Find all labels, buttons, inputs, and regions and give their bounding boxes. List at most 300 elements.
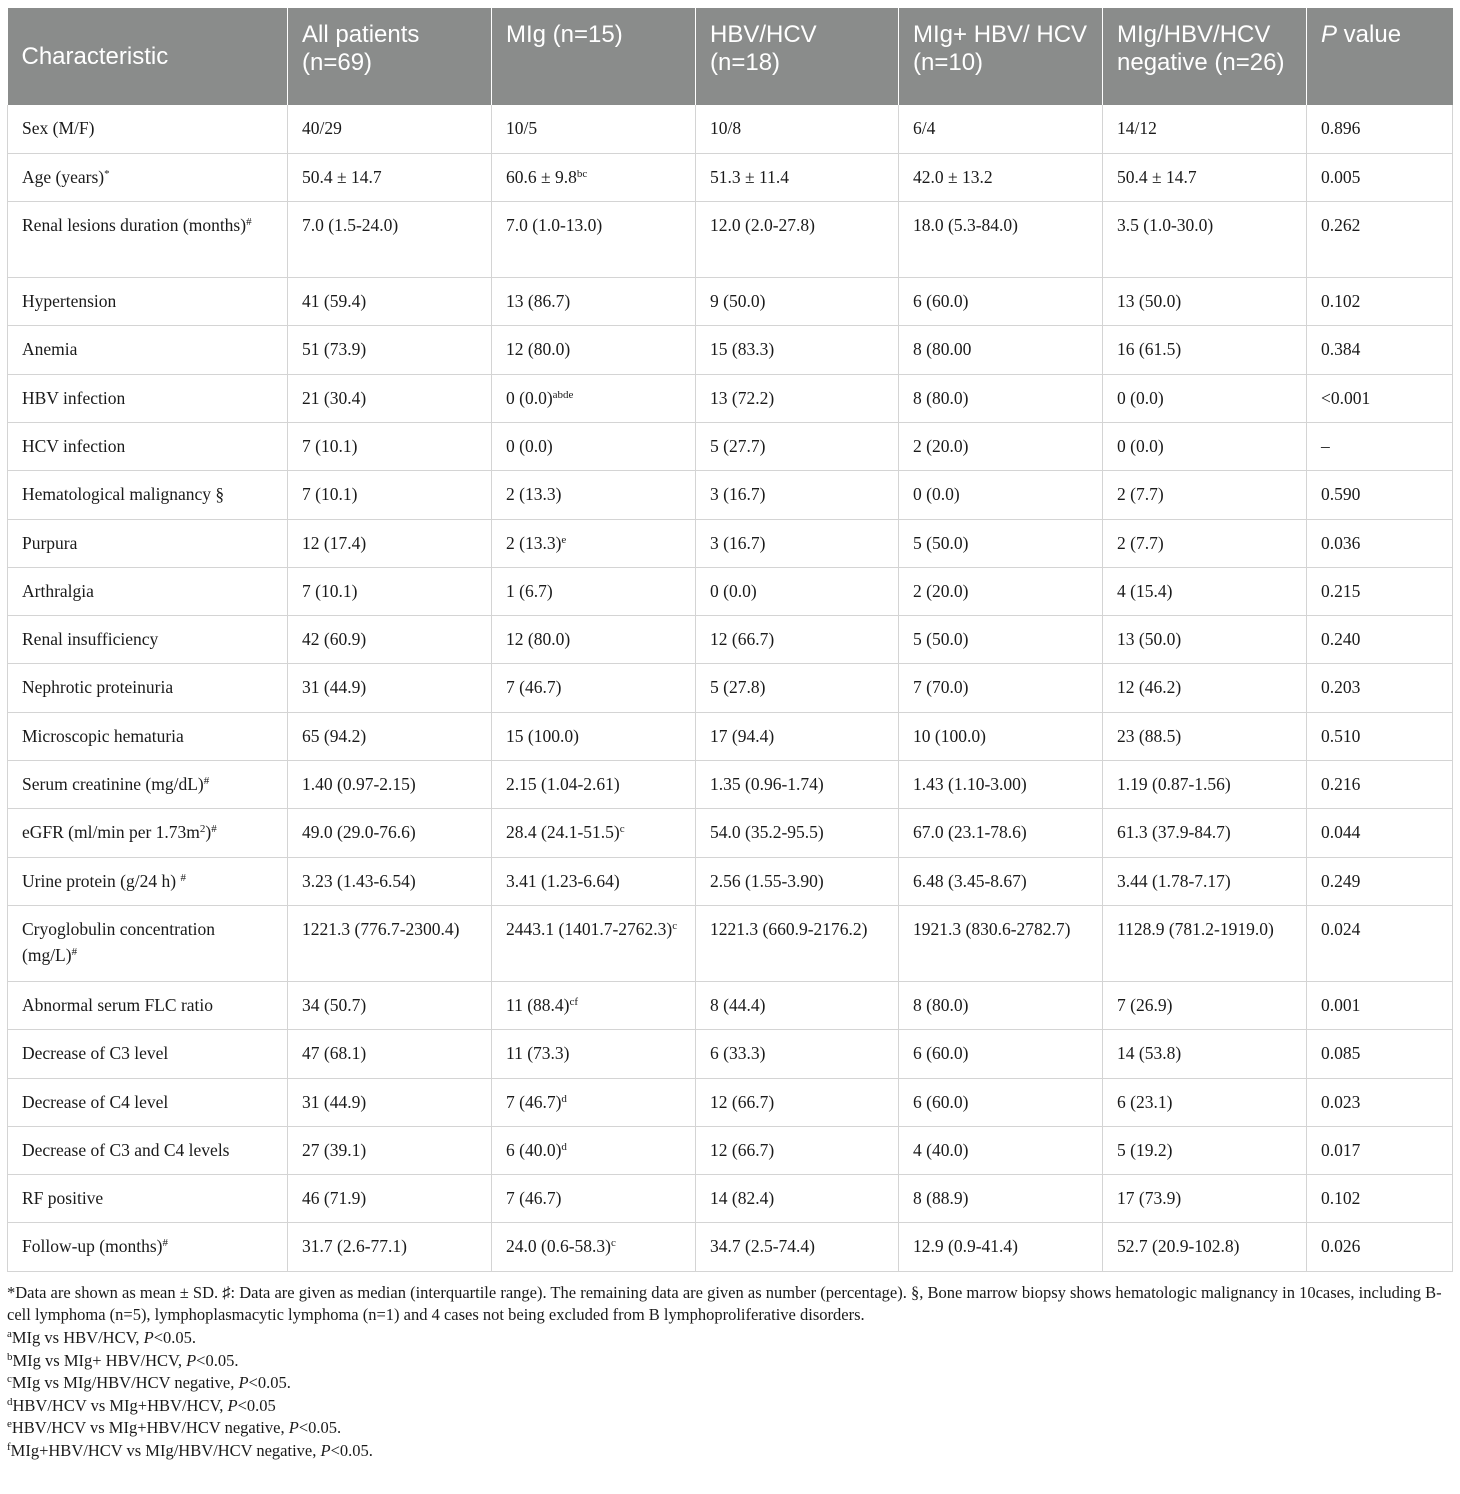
- cell-c2: [492, 1030, 696, 1078]
- cell-value: 6 (60.0): [913, 1043, 969, 1064]
- footnote-mark: a: [7, 1327, 12, 1340]
- footnote-tail: <0.05.: [298, 1418, 342, 1438]
- cell-value: 0.249: [1321, 870, 1361, 891]
- row-label: [8, 664, 288, 712]
- cell-value: 8 (88.9): [913, 1188, 969, 1209]
- row-label-mark: #: [246, 216, 252, 229]
- cell-mark: e: [561, 533, 567, 546]
- cell-value: <0.001: [1321, 387, 1371, 408]
- table-row: [8, 422, 1453, 470]
- cell-p: [1307, 981, 1453, 1029]
- cell-value: 6 (60.0): [913, 1091, 969, 1112]
- cell-value: 12 (66.7): [710, 1091, 775, 1112]
- cell-p: [1307, 1126, 1453, 1174]
- cell-c4: [899, 712, 1103, 760]
- row-label: [8, 153, 288, 201]
- cell-mark: c: [619, 823, 625, 836]
- cell-value: 4 (40.0): [913, 1139, 969, 1160]
- cell-value: 50.4 ± 14.7: [302, 166, 382, 187]
- cell-value: 51.3 ± 11.4: [710, 166, 789, 187]
- cell-p: [1307, 712, 1453, 760]
- document: [7, 8, 1452, 1462]
- row-label: [8, 202, 288, 278]
- cell-c1: [288, 809, 492, 857]
- cell-value: 47 (68.1): [302, 1043, 367, 1064]
- row-label-text: Abnormal serum FLC ratio: [22, 994, 214, 1015]
- table-row: [8, 567, 1453, 615]
- row-label-mark: #: [203, 775, 210, 788]
- cell-p: [1307, 326, 1453, 374]
- cell-c5: [1103, 567, 1307, 615]
- cell-c4: [899, 809, 1103, 857]
- footnote-text: MIg vs HBV/HCV,: [11, 1327, 144, 1347]
- cell-value: 2443.1 (1401.7-2762.3): [506, 918, 673, 939]
- table-row: [8, 1078, 1453, 1126]
- cell-value: 7 (46.7): [506, 677, 562, 698]
- row-label-text: HCV infection: [22, 435, 126, 456]
- cell-value: 0.044: [1321, 822, 1361, 843]
- cell-c1: [288, 374, 492, 422]
- cell-p: [1307, 202, 1453, 278]
- cell-value: 0.102: [1321, 291, 1361, 312]
- cell-c4: [899, 857, 1103, 905]
- footnote-item: [7, 1440, 1452, 1463]
- cell-c4: [899, 761, 1103, 809]
- cell-c4: [899, 202, 1103, 278]
- cell-c5: [1103, 105, 1307, 153]
- cell-c5: [1103, 616, 1307, 664]
- cell-value: 50.4 ± 14.7: [1117, 166, 1197, 187]
- footnote-text: HBV/HCV vs MIg+HBV/HCV negative,: [11, 1418, 289, 1438]
- row-label: [8, 1223, 288, 1271]
- cell-c4: [899, 153, 1103, 201]
- table-row: [8, 857, 1453, 905]
- footnote-p: P: [227, 1395, 238, 1415]
- cell-value: 8 (80.0): [913, 994, 969, 1015]
- cell-p: [1307, 1223, 1453, 1271]
- cell-value: 3 (16.7): [710, 484, 766, 505]
- footnote-mark: d: [7, 1395, 13, 1408]
- cell-c2: [492, 422, 696, 470]
- cell-c4: [899, 567, 1103, 615]
- row-label: [8, 567, 288, 615]
- cell-value: 0.510: [1321, 725, 1361, 746]
- cell-p: [1307, 809, 1453, 857]
- cell-value: 7 (46.7): [506, 1091, 562, 1112]
- cell-value: 11 (88.4): [506, 994, 570, 1015]
- cell-p: [1307, 374, 1453, 422]
- cell-value: 0.262: [1321, 215, 1361, 236]
- row-label-text: Urine protein (g/24 h): [22, 870, 181, 891]
- cell-c1: [288, 664, 492, 712]
- cell-value: 15 (83.3): [710, 339, 775, 360]
- cell-value: 31.7 (2.6-77.1): [302, 1236, 407, 1257]
- cell-value: 7.0 (1.5-24.0): [302, 215, 399, 236]
- cell-value: 5 (27.7): [710, 435, 766, 456]
- cell-c3: [696, 422, 899, 470]
- row-label-text: Decrease of C3 and C4 levels: [22, 1139, 230, 1160]
- cell-value: 0.896: [1321, 118, 1361, 138]
- cell-value: 14 (53.8): [1117, 1043, 1182, 1064]
- row-label-text: Decrease of C3 level: [22, 1043, 169, 1064]
- table-row: [8, 1030, 1453, 1078]
- cell-value: 1921.3 (830.6-2782.7): [913, 918, 1071, 939]
- cell-c1: [288, 567, 492, 615]
- cell-value: 41 (59.4): [302, 291, 367, 312]
- cell-value: 24.0 (0.6-58.3): [506, 1236, 611, 1257]
- cell-c5: [1103, 905, 1307, 981]
- cell-c1: [288, 422, 492, 470]
- cell-c3: [696, 1126, 899, 1174]
- cell-value: 42.0 ± 13.2: [913, 166, 993, 187]
- cell-value: 7 (10.1): [302, 484, 358, 505]
- cell-value: 7 (46.7): [506, 1188, 562, 1209]
- cell-p: [1307, 616, 1453, 664]
- cell-c4: [899, 905, 1103, 981]
- cell-value: 52.7 (20.9-102.8): [1117, 1236, 1240, 1257]
- row-label: [8, 1175, 288, 1223]
- cell-c2: [492, 1223, 696, 1271]
- cell-value: 2 (13.3): [506, 484, 562, 505]
- footnote-main: *Data are shown as mean ± SD. ♯: Data are given as median (interquartile range). The remaining data are given as number (percentage). §, Bone marrow biopsy shows hematologic malignancy in 10cases, including B-cell lymphoma (n=5), lymphoplasmacytic lymphoma (n=1) and 4 cases not being excluded from B lymphoproliferative disorders.: [7, 1282, 1442, 1325]
- cell-value: 0.215: [1321, 580, 1361, 601]
- cell-value: 0 (0.0): [1117, 387, 1164, 408]
- cell-c3: [696, 616, 899, 664]
- cell-value: 46 (71.9): [302, 1188, 367, 1209]
- cell-p: [1307, 105, 1453, 153]
- footnote-mark: b: [7, 1350, 13, 1363]
- footnote-tail: <0.05.: [196, 1350, 239, 1370]
- row-label-text: Cryoglobulin concentration (mg/L): [22, 918, 215, 965]
- cell-value: 49.0 (29.0-76.6): [302, 822, 416, 843]
- cell-c2: [492, 809, 696, 857]
- cell-c1: [288, 1126, 492, 1174]
- cell-value: 6 (23.1): [1117, 1091, 1173, 1112]
- cell-value: 3.44 (1.78-7.17): [1117, 870, 1231, 891]
- cell-c4: [899, 616, 1103, 664]
- row-label-text: Follow-up (months): [22, 1236, 163, 1257]
- cell-value: 12 (80.0): [506, 629, 571, 650]
- cell-value: 54.0 (35.2-95.5): [710, 822, 824, 843]
- row-label-text: HBV infection: [22, 387, 126, 408]
- cell-c5: [1103, 471, 1307, 519]
- cell-value: 0 (0.0): [710, 580, 757, 601]
- table-row: [8, 712, 1453, 760]
- cell-c2: [492, 567, 696, 615]
- cell-value: 6 (40.0): [506, 1139, 562, 1160]
- row-label-text: RF positive: [22, 1188, 104, 1209]
- cell-c4: [899, 105, 1103, 153]
- row-label-text: Decrease of C4 level: [22, 1091, 169, 1112]
- cell-value: 15 (100.0): [506, 725, 579, 746]
- cell-value: 61.3 (37.9-84.7): [1117, 822, 1231, 843]
- header-negative: MIg/HBV/HCV negative (n=26): [1103, 8, 1307, 105]
- cell-c3: [696, 981, 899, 1029]
- cell-value: 0.036: [1321, 532, 1361, 553]
- cell-value: 60.6 ± 9.8: [506, 166, 577, 187]
- cell-value: 40/29: [302, 118, 342, 138]
- cell-c1: [288, 712, 492, 760]
- cell-p: [1307, 153, 1453, 201]
- cell-c4: [899, 374, 1103, 422]
- row-label-text: Anemia: [22, 339, 78, 360]
- cell-p: [1307, 471, 1453, 519]
- row-label: [8, 981, 288, 1029]
- cell-c4: [899, 1223, 1103, 1271]
- cell-value: 1221.3 (660.9-2176.2): [710, 918, 868, 939]
- cell-c4: [899, 422, 1103, 470]
- row-label-mark: #: [162, 1237, 168, 1250]
- footnote-p: P: [288, 1418, 299, 1438]
- cell-p: [1307, 278, 1453, 326]
- cell-c3: [696, 326, 899, 374]
- cell-p: [1307, 905, 1453, 981]
- cell-value: 14/12: [1117, 118, 1157, 138]
- cell-value: 3.5 (1.0-30.0): [1117, 215, 1214, 236]
- cell-value: 10/8: [710, 118, 742, 138]
- cell-c3: [696, 471, 899, 519]
- cell-c1: [288, 153, 492, 201]
- table-header: [8, 8, 1453, 105]
- cell-c4: [899, 519, 1103, 567]
- header-p-italic: P: [1321, 21, 1338, 48]
- characteristics-table: [7, 8, 1453, 1272]
- footnote-tail: <0.05: [237, 1395, 276, 1415]
- cell-c2: [492, 905, 696, 981]
- cell-c3: [696, 1078, 899, 1126]
- cell-value: 8 (80.0): [913, 387, 969, 408]
- cell-value: 0.017: [1321, 1139, 1361, 1160]
- cell-value: 0.216: [1321, 774, 1361, 795]
- row-label-mark: *: [104, 167, 110, 180]
- cell-c2: [492, 326, 696, 374]
- cell-value: 0.005: [1321, 166, 1361, 187]
- cell-value: 0 (0.0): [1117, 435, 1164, 456]
- cell-c5: [1103, 326, 1307, 374]
- table-row: [8, 981, 1453, 1029]
- table-footnotes: [7, 1282, 1452, 1463]
- cell-value: 0.001: [1321, 994, 1361, 1015]
- cell-value: 27 (39.1): [302, 1139, 367, 1160]
- cell-c2: [492, 664, 696, 712]
- cell-value: 0 (0.0): [506, 435, 553, 456]
- row-label-text: eGFR (ml/min per 1.73m: [22, 822, 200, 843]
- cell-value: 17 (73.9): [1117, 1188, 1182, 1209]
- table-row: [8, 809, 1453, 857]
- footnote-mark: e: [7, 1418, 12, 1431]
- footnote-text: MIg+HBV/HCV vs MIg/HBV/HCV negative,: [10, 1440, 321, 1460]
- table-row: [8, 105, 1453, 153]
- cell-c4: [899, 278, 1103, 326]
- footnote-tail: <0.05.: [330, 1440, 373, 1460]
- cell-c3: [696, 153, 899, 201]
- cell-p: [1307, 567, 1453, 615]
- cell-c5: [1103, 153, 1307, 201]
- cell-c5: [1103, 1030, 1307, 1078]
- row-label: [8, 326, 288, 374]
- header-mig: MIg (n=15): [492, 8, 696, 105]
- cell-c3: [696, 712, 899, 760]
- row-label: [8, 761, 288, 809]
- cell-value: 1.35 (0.96-1.74): [710, 774, 824, 795]
- table-row: [8, 202, 1453, 278]
- cell-mark: d: [561, 1140, 567, 1153]
- cell-value: 0 (0.0): [913, 484, 960, 505]
- cell-c1: [288, 857, 492, 905]
- cell-c2: [492, 1175, 696, 1223]
- footnote-list: [7, 1327, 1452, 1463]
- cell-mark: c: [672, 919, 678, 932]
- cell-value: 0.590: [1321, 484, 1361, 505]
- cell-c3: [696, 519, 899, 567]
- row-label-mark: #: [71, 945, 78, 958]
- header-row: [8, 8, 1453, 105]
- cell-c1: [288, 1030, 492, 1078]
- footnote-item: [7, 1372, 1452, 1395]
- row-label: [8, 1126, 288, 1174]
- cell-c2: [492, 202, 696, 278]
- cell-c5: [1103, 857, 1307, 905]
- footnote-mark: f: [7, 1440, 11, 1453]
- cell-value: 7 (10.1): [302, 580, 358, 601]
- cell-c1: [288, 761, 492, 809]
- footnote-p: P: [186, 1350, 197, 1370]
- cell-value: 8 (80.00: [913, 339, 972, 360]
- table-row: [8, 664, 1453, 712]
- cell-c5: [1103, 761, 1307, 809]
- cell-value: 5 (19.2): [1117, 1139, 1173, 1160]
- cell-c3: [696, 567, 899, 615]
- cell-value: 5 (27.8): [710, 677, 766, 698]
- cell-c4: [899, 471, 1103, 519]
- cell-value: 3.41 (1.23-6.64): [506, 870, 620, 891]
- cell-c3: [696, 1175, 899, 1223]
- cell-c2: [492, 761, 696, 809]
- cell-value: 0.102: [1321, 1188, 1361, 1209]
- cell-c2: [492, 712, 696, 760]
- cell-value: 12 (66.7): [710, 1139, 775, 1160]
- footnote-text: MIg vs MIg/HBV/HCV negative,: [11, 1373, 239, 1393]
- cell-c4: [899, 1126, 1103, 1174]
- cell-value: –: [1321, 435, 1330, 456]
- row-label: [8, 905, 288, 981]
- cell-value: 10 (100.0): [913, 725, 986, 746]
- header-all-patients: All patients (n=69): [288, 8, 492, 105]
- cell-value: 2 (7.7): [1117, 484, 1164, 505]
- row-label-text: Sex (M/F): [22, 118, 95, 138]
- cell-c4: [899, 1175, 1103, 1223]
- footnote-item: [7, 1395, 1452, 1418]
- cell-c3: [696, 105, 899, 153]
- cell-c3: [696, 1223, 899, 1271]
- cell-value: 6.48 (3.45-8.67): [913, 870, 1027, 891]
- cell-value: 1 (6.7): [506, 580, 553, 601]
- table-row: [8, 278, 1453, 326]
- cell-value: 6 (60.0): [913, 291, 969, 312]
- cell-c1: [288, 278, 492, 326]
- cell-c3: [696, 1030, 899, 1078]
- cell-c5: [1103, 981, 1307, 1029]
- footnote-item: [7, 1350, 1452, 1373]
- cell-mark: abde: [552, 388, 574, 401]
- cell-value: 0.203: [1321, 677, 1361, 698]
- cell-c4: [899, 1078, 1103, 1126]
- cell-value: 12.9 (0.9-41.4): [913, 1236, 1018, 1257]
- cell-value: 2 (7.7): [1117, 532, 1164, 553]
- cell-c2: [492, 374, 696, 422]
- cell-c2: [492, 471, 696, 519]
- row-label-text: Hematological malignancy §: [22, 484, 225, 505]
- cell-value: 21 (30.4): [302, 387, 367, 408]
- cell-value: 34 (50.7): [302, 994, 367, 1015]
- cell-value: 7 (10.1): [302, 435, 358, 456]
- cell-c4: [899, 664, 1103, 712]
- row-label: [8, 519, 288, 567]
- cell-c2: [492, 1078, 696, 1126]
- table-row: [8, 1126, 1453, 1174]
- cell-c3: [696, 202, 899, 278]
- cell-p: [1307, 1175, 1453, 1223]
- footnote-text: MIg vs MIg+ HBV/HCV,: [12, 1350, 187, 1370]
- cell-c2: [492, 981, 696, 1029]
- cell-value: 4 (15.4): [1117, 580, 1173, 601]
- cell-c1: [288, 981, 492, 1029]
- row-label: [8, 422, 288, 470]
- row-label-text: Arthralgia: [22, 580, 94, 601]
- row-label-text: Purpura: [22, 532, 78, 553]
- header-p-value: [1307, 8, 1453, 105]
- row-label-text: Hypertension: [22, 291, 117, 312]
- row-label: [8, 374, 288, 422]
- cell-value: 14 (82.4): [710, 1188, 775, 1209]
- cell-value: 1128.9 (781.2-1919.0): [1117, 918, 1274, 939]
- cell-value: 1.43 (1.10-3.00): [913, 774, 1027, 795]
- cell-value: 13 (86.7): [506, 291, 571, 312]
- footnote-item: [7, 1417, 1452, 1440]
- footnote-p: P: [320, 1440, 331, 1460]
- cell-c5: [1103, 1126, 1307, 1174]
- row-label-mark: #: [211, 823, 217, 836]
- cell-value: 12 (80.0): [506, 339, 571, 360]
- cell-value: 0 (0.0): [506, 387, 553, 408]
- cell-mark: d: [561, 1092, 567, 1105]
- cell-c5: [1103, 278, 1307, 326]
- cell-c2: [492, 153, 696, 201]
- cell-value: 31 (44.9): [302, 677, 367, 698]
- table-body: [8, 105, 1453, 1271]
- row-label: [8, 809, 288, 857]
- cell-value: 1.19 (0.87-1.56): [1117, 774, 1231, 795]
- table-row: [8, 471, 1453, 519]
- cell-c1: [288, 616, 492, 664]
- table-row: [8, 1223, 1453, 1271]
- cell-mark: cf: [569, 995, 579, 1008]
- cell-value: 0.085: [1321, 1043, 1361, 1064]
- cell-c5: [1103, 1223, 1307, 1271]
- cell-value: 42 (60.9): [302, 629, 367, 650]
- cell-value: 6/4: [913, 118, 936, 138]
- cell-value: 23 (88.5): [1117, 725, 1182, 746]
- cell-value: 7.0 (1.0-13.0): [506, 215, 603, 236]
- footnote-tail: <0.05.: [248, 1373, 291, 1393]
- cell-value: 2 (20.0): [913, 435, 969, 456]
- cell-p: [1307, 422, 1453, 470]
- cell-c2: [492, 278, 696, 326]
- table-row: [8, 616, 1453, 664]
- cell-c2: [492, 616, 696, 664]
- cell-c1: [288, 326, 492, 374]
- cell-value: 0.023: [1321, 1091, 1361, 1112]
